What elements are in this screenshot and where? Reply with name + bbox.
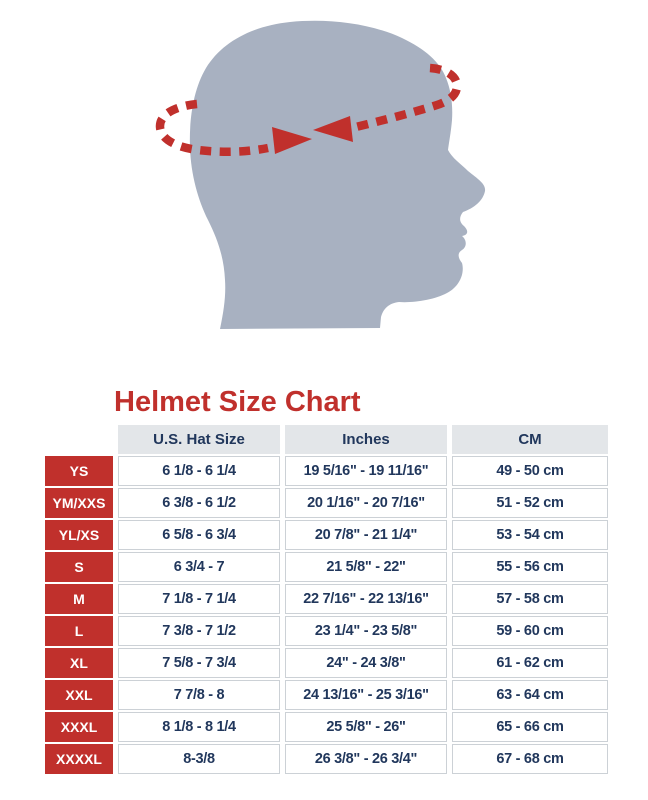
value-cell: 67 - 68 cm bbox=[452, 744, 608, 774]
value-cell: 51 - 52 cm bbox=[452, 488, 608, 518]
value-cell: 59 - 60 cm bbox=[452, 616, 608, 646]
value-cell: 26 3/8" - 26 3/4" bbox=[285, 744, 447, 774]
table-corner-spacer bbox=[45, 425, 113, 454]
value-cell: 8 1/8 - 8 1/4 bbox=[118, 712, 280, 742]
size-label: XXXXL bbox=[45, 744, 113, 774]
value-cell: 6 5/8 - 6 3/4 bbox=[118, 520, 280, 550]
size-label: XL bbox=[45, 648, 113, 678]
size-label: XXL bbox=[45, 680, 113, 710]
value-cell: 19 5/16" - 19 11/16" bbox=[285, 456, 447, 486]
value-cell: 65 - 66 cm bbox=[452, 712, 608, 742]
page-title: Helmet Size Chart bbox=[114, 386, 361, 418]
column-header-us-hat-size: U.S. Hat Size bbox=[118, 425, 280, 454]
size-label: L bbox=[45, 616, 113, 646]
value-cell: 55 - 56 cm bbox=[452, 552, 608, 582]
value-cell: 6 3/8 - 6 1/2 bbox=[118, 488, 280, 518]
value-cell: 7 3/8 - 7 1/2 bbox=[118, 616, 280, 646]
size-label: M bbox=[45, 584, 113, 614]
size-label: S bbox=[45, 552, 113, 582]
size-label: YM/XXS bbox=[45, 488, 113, 518]
value-cell: 61 - 62 cm bbox=[452, 648, 608, 678]
value-cell: 23 1/4" - 23 5/8" bbox=[285, 616, 447, 646]
size-label: XXXL bbox=[45, 712, 113, 742]
value-cell: 53 - 54 cm bbox=[452, 520, 608, 550]
value-cell: 63 - 64 cm bbox=[452, 680, 608, 710]
size-label: YS bbox=[45, 456, 113, 486]
value-cell: 7 5/8 - 7 3/4 bbox=[118, 648, 280, 678]
value-cell: 21 5/8" - 22" bbox=[285, 552, 447, 582]
value-cell: 7 7/8 - 8 bbox=[118, 680, 280, 710]
value-cell: 22 7/16" - 22 13/16" bbox=[285, 584, 447, 614]
value-cell: 6 1/8 - 6 1/4 bbox=[118, 456, 280, 486]
column-header-inches: Inches bbox=[285, 425, 447, 454]
value-cell: 24 13/16" - 25 3/16" bbox=[285, 680, 447, 710]
helmet-size-table bbox=[45, 425, 608, 774]
size-label: YL/XS bbox=[45, 520, 113, 550]
value-cell: 8-3/8 bbox=[118, 744, 280, 774]
value-cell: 25 5/8" - 26" bbox=[285, 712, 447, 742]
value-cell: 20 7/8" - 21 1/4" bbox=[285, 520, 447, 550]
value-cell: 7 1/8 - 7 1/4 bbox=[118, 584, 280, 614]
column-header-cm: CM bbox=[452, 425, 608, 454]
value-cell: 24" - 24 3/8" bbox=[285, 648, 447, 678]
value-cell: 49 - 50 cm bbox=[452, 456, 608, 486]
value-cell: 20 1/16" - 20 7/16" bbox=[285, 488, 447, 518]
value-cell: 6 3/4 - 7 bbox=[118, 552, 280, 582]
head-measurement-illustration bbox=[0, 0, 648, 372]
value-cell: 57 - 58 cm bbox=[452, 584, 608, 614]
